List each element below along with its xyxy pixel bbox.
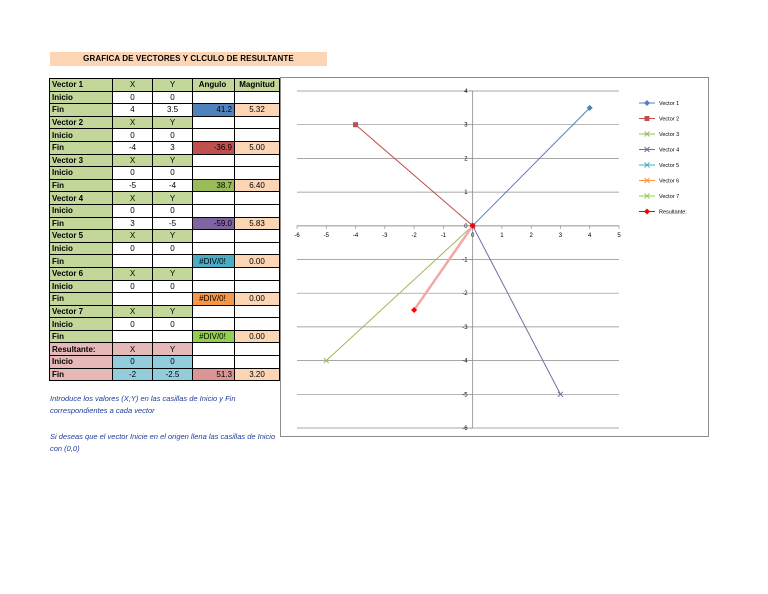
end-x-input[interactable]: -5 (113, 179, 153, 192)
legend-label: Resultante: (659, 209, 687, 216)
y-tick-label: 0 (464, 223, 468, 230)
blank-cell (235, 230, 280, 243)
vector-end-row (50, 141, 280, 154)
blank-cell (193, 154, 235, 167)
end-y-input[interactable]: 3.5 (153, 104, 193, 117)
header-x-cell: X (113, 154, 153, 167)
header-y-cell: Y (153, 343, 193, 356)
end-y-input[interactable] (153, 330, 193, 343)
magnitude-cell: 5.83 (235, 217, 280, 230)
vector-end-row (50, 293, 280, 306)
blank-cell (235, 167, 280, 180)
vector-header-row (50, 192, 280, 205)
y-tick-label: -5 (462, 392, 468, 399)
vector-name-cell: Vector 6 (50, 267, 113, 280)
vector-end-row (50, 255, 280, 268)
blank-cell (235, 116, 280, 129)
blank-cell (235, 267, 280, 280)
start-x-input[interactable]: 0 (113, 318, 153, 331)
vector-start-row (50, 356, 280, 369)
data-point (644, 100, 650, 106)
vector-header-row (50, 267, 280, 280)
blank-cell (235, 343, 280, 356)
data-point (644, 209, 650, 215)
blank-cell (235, 356, 280, 369)
vector-header-row (50, 343, 280, 356)
blank-cell (235, 192, 280, 205)
header-x-cell: X (113, 343, 153, 356)
start-x-input[interactable]: 0 (113, 242, 153, 255)
end-label-cell: Fin (50, 141, 113, 154)
blank-cell (235, 242, 280, 255)
x-tick-label: -5 (323, 232, 329, 239)
end-y-input[interactable]: -5 (153, 217, 193, 230)
y-tick-label: -1 (462, 257, 468, 264)
start-y-input[interactable]: 0 (153, 91, 193, 104)
angle-cell: 38.7 (193, 179, 235, 192)
header-angle-cell: Angulo (193, 79, 235, 92)
blank-cell (193, 280, 235, 293)
x-tick-label: 5 (617, 232, 621, 239)
start-label-cell: Inicio (50, 242, 113, 255)
end-y-input[interactable] (153, 255, 193, 268)
y-tick-label: 3 (464, 122, 468, 129)
header-x-cell: X (113, 230, 153, 243)
header-y-cell: Y (153, 192, 193, 205)
vector-start-row (50, 318, 280, 331)
blank-cell (193, 192, 235, 205)
vector-name-cell: Vector 4 (50, 192, 113, 205)
x-tick-label: 4 (588, 232, 592, 239)
angle-cell: #DIV/0! (193, 293, 235, 306)
legend-label: Vector 2 (659, 116, 680, 123)
angle-cell: 51.3 (193, 368, 235, 381)
start-y-input[interactable]: 0 (153, 242, 193, 255)
sheet-title: GRAFICA DE VECTORES Y CLCULO DE RESULTANTE (50, 52, 327, 66)
blank-cell (193, 242, 235, 255)
legend-label: Vector 5 (659, 163, 680, 169)
end-label-cell: Fin (50, 179, 113, 192)
vector-name-cell: Vector 7 (50, 305, 113, 318)
end-x-input[interactable]: 3 (113, 217, 153, 230)
y-tick-label: 4 (464, 89, 468, 95)
legend-label: Vector 4 (659, 147, 680, 154)
end-x-input[interactable] (113, 330, 153, 343)
vector-start-row (50, 280, 280, 293)
header-y-cell: Y (153, 79, 193, 92)
header-y-cell: Y (153, 154, 193, 167)
end-label-cell: Fin (50, 330, 113, 343)
start-label-cell: Inicio (50, 280, 113, 293)
vector-name-cell: Vector 5 (50, 230, 113, 243)
blank-cell (235, 129, 280, 142)
start-x-input[interactable]: 0 (113, 204, 153, 217)
angle-cell: 41.2 (193, 104, 235, 117)
vector-name-cell: Vector 1 (50, 79, 113, 92)
x-tick-label: -1 (440, 232, 447, 239)
end-x-input[interactable]: -2 (113, 368, 153, 381)
blank-cell (235, 280, 280, 293)
y-tick-label: 2 (464, 156, 468, 163)
legend-label: Vector 3 (659, 132, 680, 138)
vector-start-row (50, 91, 280, 104)
header-x-cell: X (113, 116, 153, 129)
vector-start-row (50, 242, 280, 255)
x-tick-label: -2 (411, 232, 417, 239)
end-label-cell: Fin (50, 104, 113, 117)
vector-name-cell: Vector 2 (50, 116, 113, 129)
vector-start-row (50, 129, 280, 142)
start-y-input[interactable]: 0 (153, 204, 193, 217)
x-tick-label: 1 (500, 232, 504, 239)
header-x-cell: X (113, 267, 153, 280)
vector-header-row (50, 230, 280, 243)
blank-cell (193, 230, 235, 243)
blank-cell (235, 204, 280, 217)
header-x-cell: X (113, 305, 153, 318)
vector-header-row (50, 116, 280, 129)
header-x-cell: X (113, 192, 153, 205)
start-x-input[interactable]: 0 (113, 356, 153, 369)
start-label-cell: Inicio (50, 91, 113, 104)
header-magnitude-cell: Magnitud (235, 79, 280, 92)
header-y-cell: Y (153, 230, 193, 243)
x-tick-label: -3 (382, 232, 388, 239)
start-y-input[interactable]: 0 (153, 280, 193, 293)
start-y-input[interactable]: 0 (153, 167, 193, 180)
magnitude-cell: 3.20 (235, 368, 280, 381)
x-tick-label: 3 (558, 232, 563, 239)
x-tick-label: 2 (529, 232, 533, 239)
end-x-input[interactable]: -4 (113, 141, 153, 154)
start-x-input[interactable]: 0 (113, 167, 153, 180)
vector-header-row (50, 79, 280, 92)
blank-cell (193, 343, 235, 356)
start-y-input[interactable]: 0 (153, 318, 193, 331)
header-x-cell: X (113, 79, 153, 92)
instruction-note-1: Introduce los valores (X;Y) en las casillas de Inicio y Fin correspondientes a cada vector (50, 394, 236, 415)
x-tick-label: -6 (294, 232, 300, 239)
legend-label: Vector 7 (659, 194, 680, 200)
y-tick-label: 1 (464, 190, 468, 197)
legend-label: Vector 6 (659, 178, 680, 185)
start-x-input[interactable]: 0 (113, 129, 153, 142)
blank-cell (235, 91, 280, 104)
blank-cell (193, 267, 235, 280)
y-tick-label: -2 (462, 291, 468, 298)
vector-start-row (50, 204, 280, 217)
end-x-input[interactable] (113, 255, 153, 268)
blank-cell (193, 318, 235, 331)
vector-chart (280, 77, 709, 437)
vector-end-row (50, 104, 280, 117)
chart-svg (281, 78, 708, 436)
start-x-input[interactable]: 0 (113, 91, 153, 104)
blank-cell (193, 129, 235, 142)
magnitude-cell: 6.40 (235, 179, 280, 192)
end-y-input[interactable] (153, 293, 193, 306)
end-y-input[interactable]: 3 (153, 141, 193, 154)
start-label-cell: Inicio (50, 167, 113, 180)
start-y-input[interactable]: 0 (153, 129, 193, 142)
blank-cell (193, 167, 235, 180)
vector-end-row (50, 179, 280, 192)
blank-cell (235, 318, 280, 331)
series-line (470, 226, 561, 394)
magnitude-cell: 0.00 (235, 255, 280, 268)
angle-cell: -36.9 (193, 141, 235, 154)
legend-label: Vector 1 (659, 101, 680, 107)
vector-end-row (50, 217, 280, 230)
blank-cell (235, 305, 280, 318)
magnitude-cell: 0.00 (235, 330, 280, 343)
start-y-input[interactable]: 0 (153, 356, 193, 369)
end-y-input[interactable]: -4 (153, 179, 193, 192)
x-tick-label: -4 (352, 232, 359, 239)
start-x-input[interactable]: 0 (113, 280, 153, 293)
magnitude-cell: 5.00 (235, 141, 280, 154)
end-label-cell: Fin (50, 255, 113, 268)
start-label-cell: Inicio (50, 129, 113, 142)
vector-name-cell: Vector 3 (50, 154, 113, 167)
magnitude-cell: 5.32 (235, 104, 280, 117)
series-line (356, 122, 473, 226)
vector-header-row (50, 154, 280, 167)
vector-name-cell: Resultante: (50, 343, 113, 356)
x-tick-label: 0 (470, 232, 475, 239)
end-x-input[interactable] (113, 293, 153, 306)
blank-cell (235, 154, 280, 167)
end-x-input[interactable]: 4 (113, 104, 153, 117)
blank-cell (193, 204, 235, 217)
vector-header-row (50, 305, 280, 318)
start-label-cell: Inicio (50, 204, 113, 217)
y-tick-label: -3 (462, 324, 468, 331)
vector-start-row (50, 167, 280, 180)
vector-table (49, 78, 280, 381)
header-y-cell: Y (153, 116, 193, 129)
start-label-cell: Inicio (50, 318, 113, 331)
data-point (645, 116, 650, 121)
angle-cell: #DIV/0! (193, 255, 235, 268)
blank-cell (193, 91, 235, 104)
instruction-note-2: Si deseas que el vector Inicie en el origen llena las casillas de Inicio con (0,0) (50, 432, 276, 453)
angle-cell: #DIV/0! (193, 330, 235, 343)
end-label-cell: Fin (50, 368, 113, 381)
end-y-input[interactable]: -2.5 (153, 368, 193, 381)
angle-cell: -59.0 (193, 217, 235, 230)
blank-cell (193, 116, 235, 129)
series-line (473, 108, 590, 226)
data-point (353, 122, 358, 127)
vector-end-row (50, 368, 280, 381)
y-tick-label: -6 (462, 426, 468, 432)
start-label-cell: Inicio (50, 356, 113, 369)
blank-cell (193, 356, 235, 369)
header-y-cell: Y (153, 267, 193, 280)
end-label-cell: Fin (50, 293, 113, 306)
header-y-cell: Y (153, 305, 193, 318)
magnitude-cell: 0.00 (235, 293, 280, 306)
blank-cell (193, 305, 235, 318)
vector-end-row (50, 330, 280, 343)
end-label-cell: Fin (50, 217, 113, 230)
y-tick-label: -4 (462, 358, 468, 365)
